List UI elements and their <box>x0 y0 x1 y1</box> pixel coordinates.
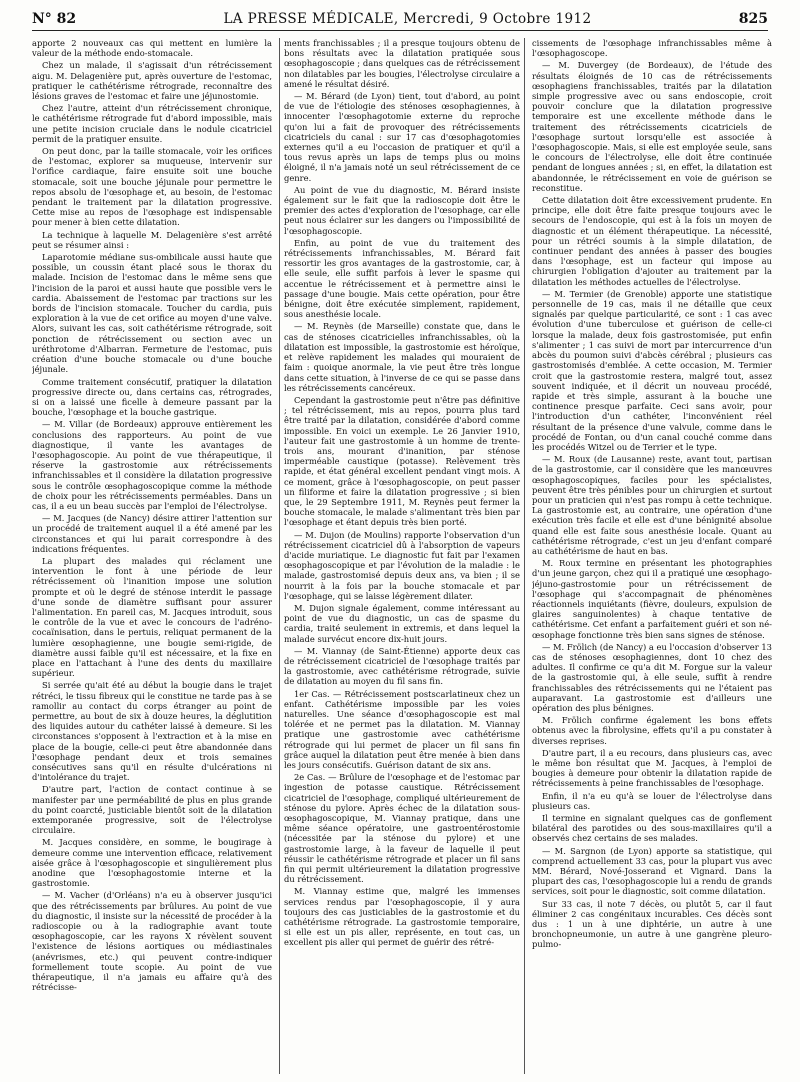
paragraph: — M. Duvergey (de Bordeaux), de l'étude des résultats éloignés de 10 cas de rétrécissements œsophagiens franchissables, traités par la dilatation simple progressive avec ou sans endoscopie, croit pouvoir conclure que la dilatation progressive temporaire est une excellente méthode dans le traitement des rétrécissements cicatriciels de l'œsophage surtout lorsqu'elle est associée à l'œsophagoscopie. Mais, si elle est employée seule, sans le concours de l'électrolyse, elle doit être continuée pendant de longues années ; si, en effet, la dilatation est abandonnée, le rétrécissement en voie de guérison se reconstitue. <box>532 60 772 193</box>
paragraph: Cependant la gastrostomie peut n'être pas définitive ; tel rétrécissement, mis au repos, pourra plus tard être traité par la dilatation, considérée d'abord comme impossible. En voici un exemple. Le 26 Janvier 1910, l'auteur fait une gastrostomie à un homme de trente-trois ans, mourant d'inanition, par sténose imperméable caustique (potasse). Relèvement très rapide, et état général excellent pendant vingt mois. A ce moment, grâce à l'œsophagoscopie, on peut passer un filiforme et faire la dilatation progressive ; si bien que, le 29 Septembre 1911, M. Reynès peut fermer la bouche stomacale, le malade s'alimentant très bien par l'œsophage et étant depuis très bien porté. <box>284 394 520 528</box>
paragraph: La technique à laquelle M. Delagenière s'est arrêté peut se résumer ainsi : <box>32 229 272 250</box>
paragraph: — M. Sargnon (de Lyon) apporte sa statistique, qui comprend actuellement 33 cas, pour la plupart vus avec MM. Bérard, Nové-Josserand et Vignard. Dans la plupart des cas, l'œsophagoscopie lui a rendu de grands services, soit pour le diagnostic, soit comme dilatation. <box>532 845 772 897</box>
paragraph: — M. Dujon (de Moulins) rapporte l'observation d'un rétrécissement cicatriciel dû à l'absorption de vapeurs d'acide muriatique. Le diagnostic fut fait par l'examen œsophagoscopique et par l'évolution de la maladie : le malade, gastrostomisé depuis deux ans, va bien ; il se nourrit à la fois par la bouche stomacale et par l'œsophage, qui se laisse légèrement dilater. <box>284 529 520 601</box>
paragraph: On peut donc, par la taille stomacale, voir les orifices de l'estomac, explorer sa muqueuse, intervenir sur l'orifice cardiaque, faire ensuite soit une bouche stomacale, soit une bouche jéjunale pour permettre le repos absolu de l'œsophage et, au besoin, de l'estomac pendant le traitement par la dilatation progressive. Cette mise au repos de l'œsophage est indispensable pour mener à bien cette dilatation. <box>32 146 272 228</box>
paragraph: 1er Cas. — Rétrécissement postscarlatineux chez un enfant. Cathétérisme impossible par les voies naturelles. Une séance d'œsophagoscopie est mal tolérée et ne permet pas la dilatation. M. Viannay pratique une gastrostomie avec cathétérisme rétrograde qui lui permet de placer un fil sans fin grâce auquel la dilatation peut être menée à bien dans les jours consécutifs. Guérison datant de six ans. <box>284 688 520 771</box>
paragraph: M. Frölich confirme également les bons effets obtenus avec la fibrolysine, effets qu'il a pu constater à diverses reprises. <box>532 715 772 746</box>
paragraph: M. Jacques considère, en somme, le bougirage à demeure comme une intervention efficace, relativement aisée grâce à l'œsophagoscopie et singulièrement plus anodine que l'œsophagostomie interne et la gastrostomie. <box>32 837 272 889</box>
paragraph: Laparotomie médiane sus-ombilicale aussi haute que possible, un coussin étant placé sous le thorax du malade. Incision de l'estomac dans le même sens que l'incision de la paroi et aussi haute que possible vers le cardia. Abaissement de l'estomac par tractions sur les bords de l'incision stomacale. Toucher du cardia, puis exploration à la vue de cet orifice au moyen d'une valve. Alors, suivant les cas, soit cathétérisme rétrograde, soit ponction de rétrécissement ou section avec un uréthrotome d'Albarran. Fermeture de l'estomac, puis création d'une bouche stomacale ou d'une bouche jéjunale. <box>32 252 272 375</box>
paragraph: 2e Cas. — Brûlure de l'œsophage et de l'estomac par ingestion de potasse caustique. Rétrécissement cicatriciel de l'œsophage, compliqué ultérieurement de sténose du pylore. Après échec de la dilatation sous-œsophagoscopique, M. Viannay pratique, dans une même séance opératoire, une gastroentérostomie (nécessitée par la sténose du pylore) et une gastrostomie large, à la faveur de laquelle il peut réussir le cathétérisme rétrograde et placer un fil sans fin qui permit ultérieurement la dilatation progressive du rétrécissement. <box>284 772 520 885</box>
paragraph: — M. Jacques (de Nancy) désire attirer l'attention sur un procédé de traitement auquel il a été amené par les circonstances et qui lui parait correspondre à des indications fréquentes. <box>32 513 272 554</box>
paragraph: Chez l'autre, atteint d'un rétrécissement chronique, le cathétérisme rétrograde fut d'abord impossible, mais une petite incision cruciale dans le nodule cicatriciel permit de la pratiquer ensuite. <box>32 103 272 144</box>
paragraph: M. Roux termine en présentant les photographies d'un jeune garçon, chez qui il a pratiqué une œsophago-jéjuno-gastrostomie pour un rétrécissement de l'œsophage qui s'accompagnait de phénomènes réactionnels inquiétants (fièvre, douleurs, expulsion de glaires sanguinolentes) à chaque tentative de cathétérisme. Cet enfant a parfaitement guéri et son né-œsophage fonctionne très bien sans signes de sténose. <box>532 558 772 640</box>
journal-title: LA PRESSE MÉDICALE, Mercredi, 9 Octobre 1912 <box>223 11 592 27</box>
paragraph: D'autre part, l'action de contact continue à se manifester par une perméabilité de plus en plus grande du point coarcté, justiciable bientôt soit de la dilatation extemporanée progressive, soit de l'électrolyse circulaire. <box>32 784 272 836</box>
paragraph: cissements de l'œsophage infranchissables même à l'œsophagoscope. <box>532 38 772 59</box>
paragraph: — M. Frölich (de Nancy) a eu l'occasion d'observer 13 cas de sténoses œsophagiennes, dont 10 chez des adultes. Il confirme ce qu'a dit M. Forgue sur la valeur de la gastrostomie qui, à elle seule, suffit à rendre franchissables des rétrécissements qui ne l'étaient pas auparavant. La gastrostomie est d'ailleurs une opération des plus bénignes. <box>532 641 772 713</box>
paragraph: D'autre part, il a eu recours, dans plusieurs cas, avec le même bon résultat que M. Jacques, à l'emploi de bougies à demeure pour obtenir la dilatation rapide de rétrécissements à peine franchissables de l'œsophage. <box>532 747 772 789</box>
paragraph: — M. Roux (de Lausanne) reste, avant tout, partisan de la gastrostomie, car il considère que les manœuvres œsophagoscopiques, faciles pour les spécialistes, peuvent être très pénibles pour un chirurgien et surtout pour un praticien qui n'est pas rompu à cette technique. La gastrostomie est, au contraire, une opération d'une exécution très facile et elle est d'une bénignité absolue quand elle est faite sous anesthésie locale. Quant au cathétérisme rétrograde, c'est un jeu d'enfant comparé au cathétérisme de haut en bas. <box>532 454 772 556</box>
paragraph: Comme traitement consécutif, pratiquer la dilatation progressive directe ou, dans certains cas, rétrogrades, si on a laissé une ficelle à demeure passant par la bouche, l'œsophage et la bouche gastrique. <box>32 376 272 418</box>
paragraph: Cette dilatation doit être excessivement prudente. En principe, elle doit être faite presque toujours avec le secours de l'endoscopie, qui est à la fois un moyen de diagnostic et un élément thérapeutique. La nécessité, pour un rétréci soumis à la simple dilatation, de continuer pendant des années à passer des bougies dans l'œsophage, est un facteur qui impose au chirurgien l'obligation d'ajouter au traitement par la dilatation les méthodes actuelles de l'électrolyse. <box>532 195 772 287</box>
page-number: 825 <box>738 11 768 27</box>
paragraph: Chez un malade, il s'agissait d'un rétrécissement aigu. M. Delagenière put, après ouverture de l'estomac, pratiquer le cathétérisme rétrograde, reconnaître des lésions graves de l'estomac et faire une jéjunostomie. <box>32 60 272 102</box>
paragraph: Enfin, au point de vue du traitement des rétrécissements infranchissables, M. Bérard fait ressortir les gros avantages de la gastrostomie, car, à elle seule, elle suffit parfois à lever le spasme qui accentue le rétrécissement et à permettre ainsi le passage d'une bougie. Mais cette opération, pour être bénigne, doit être exécutée simplement, rapidement, sous anesthésie locale. <box>284 237 520 320</box>
column-left <box>32 38 272 1074</box>
paragraph: — M. Vacher (d'Orléans) n'a eu à observer jusqu'ici que des rétrécissements par brûlures. Au point de vue du diagnostic, il insiste sur la nécessité de procéder à la radioscopie ou à la radiographie avant toute œsophagoscopie, car les rayons X révèlent souvent l'existence de lésions aortiques ou médiastinales (anévrismes, etc.) qui peuvent contre-indiquer formellement toute scopie. Au point de vue thérapeutique, il n'a jamais eu affaire qu'à des rétrécisse- <box>32 890 272 993</box>
paragraph: — M. Reynès (de Marseille) constate que, dans le cas de sténoses cicatricielles infranchissables, où la dilatation est impossible, la gastrostomie est héroïque, et relève rapidement les malades qui mouraient de faim : quoique anormale, la vie peut être très longue dans cette situation, à l'inverse de ce qui se passe dans les rétrécissements cancéreux. <box>284 321 520 393</box>
paragraph: — M. Viannay (de Saint-Étienne) apporte deux cas de rétrécissement cicatriciel de l'œsophage traités par la gastrostomie, avec cathétérisme rétrograde, suivie de dilatation au moyen du fil sans fin. <box>284 645 520 687</box>
paragraph: — M. Termier (de Grenoble) apporte une statistique personnelle de 19 cas, mais il ne détaille que ceux signalés par quelque particularité, ce sont : 1 cas avec évolution d'une tuberculose et guérison de celle-ci lorsque la malade, deux fois gastrostomisée, put enfin s'alimenter ; 1 cas suivi de mort par intercurrence d'un abcès du poumon suivi d'abcès cérébral ; plusieurs cas gastrostomisés d'emblée. A cette occasion, M. Termier croit que la gastrostomie restera, malgré tout, assez souvent indiquée, et il décrit un nouveau procédé, rapide et très simple, assurant à la bouche une continence presque parfaite. Ceci sans avoir, pour l'introduction d'un cathéter, l'inconvénient réel résultant de la présence d'une valvule, comme dans le procédé de Fontan, ou d'un canal couché comme dans les procédés Witzel ou de Terrier et le type. <box>532 288 772 452</box>
paragraph: M. Viannay estime que, malgré les immenses services rendus par l'œsophagoscopie, il y aura toujours des cas justiciables de la gastrostomie et du cathétérisme rétrograde. La gastrostomie temporaire, si elle est un pis aller, représente, en tout cas, un excellent pis aller qui permet de guérir des rétré- <box>284 886 520 948</box>
column-right <box>532 38 772 1074</box>
paragraph: Sur 33 cas, il note 7 décès, ou plutôt 5, car il faut éliminer 2 cas congénitaux incurables. Ces décès sont dus : 1 un à une diphtérie, un autre à une bronchopneumonie, un autre à une gangrène pleuro-pulmo- <box>532 898 772 950</box>
paragraph: Si serrée qu'ait été au début la bougie dans le trajet rétréci, le tissu fibreux qui le constitue ne tarde pas à se ramollir au contact du corps étranger au point de permettre, au bout de six à douze heures, la déglutition des liquides autour du cathéter laissé à demeure. Si les circonstances s'opposent à l'extraction et à la mise en place de la bougie, celle-ci peut être abandonnée dans l'œsophage pendant deux et trois semaines consécutives sans qu'il en résulte d'ulcérations ni d'intolérance du trajet. <box>32 680 272 783</box>
page-header <box>32 8 768 31</box>
text-columns <box>32 38 772 1074</box>
column-middle <box>279 38 525 1074</box>
paragraph: M. Dujon signale également, comme intéressant au point de vue du diagnostic, un cas de spasme du cardia, traité seulement in extremis, et dans lequel la malade survécut encore dix-huit jours. <box>284 602 520 644</box>
paragraph: La plupart des malades qui réclament une intervention le font à une période de leur rétrécissement où l'inanition impose une solution prompte et où le degré de sténose interdit le passage d'une sonde de diamètre suffisant pour assurer l'alimentation. En pareil cas, M. Jacques introduit, sous le contrôle de la vue et avec le concours de l'adréno-cocaïnisation, dans le pertuis, reliquat permanent de la lumière œsophagienne, une bougie semi-rigide, de diamètre aussi faible qu'il est nécessaire, et la fixe en place en l'attachant à l'une des dents du maxillaire supérieur. <box>32 555 272 679</box>
paragraph: Enfin, il n'a eu qu'à se louer de l'électrolyse dans plusieurs cas. <box>532 790 772 811</box>
paragraph: ments franchissables ; il a presque toujours obtenu de bons résultats avec la dilatation pratiquée sous œsophagoscopie ; dans quelques cas de rétrécissement non dilatables par les bougies, l'électrolyse circulaire a amené le résultat désiré. <box>284 38 520 89</box>
paragraph: — M. Villar (de Bordeaux) approuve entièrement les conclusions des rapporteurs. Au point de vue diagnostique, il vante les avantages de l'œsophagoscopie. Au point de vue thérapeutique, il réserve la gastrostomie aux rétrécissements infranchissables et il considère la dilatation progressive sous le contrôle œsophagoscopique comme la méthode de choix pour les rétrécissements perméables. Dans un cas, il a eu un beau succès par l'emploi de l'électrolyse. <box>32 419 272 511</box>
issue-number: N° 82 <box>32 11 77 27</box>
paragraph: — M. Bérard (de Lyon) tient, tout d'abord, au point de vue de l'étiologie des sténoses œsophagiennes, à innocenter l'œsophagotomie externe du reproche qu'on lui a fait de provoquer des rétrécissements cicatriciels du canal : sur 17 cas d'œsophagotomies externes qu'il a eu l'occasion de pratiquer et qu'il a tous revus après un laps de temps plus ou moins éloigné, il n'a jamais noté un seul rétrécissement de ce genre. <box>284 91 520 183</box>
paragraph: apporte 2 nouveaux cas qui mettent en lumière la valeur de la méthode endo-stomacale. <box>32 38 272 59</box>
paragraph: Au point de vue du diagnostic, M. Bérard insiste également sur le fait que la radioscopie doit être le premier des actes d'exploration de l'œsophage, car elle peut nous éclairer sur les dangers ou l'impossibilité de l'œsophagoscopie. <box>284 184 520 236</box>
paragraph: Il termine en signalant quelques cas de gonflement bilatéral des parotides ou des sous-maxillaires qu'il a observés chez certains de ses malades. <box>532 813 772 844</box>
